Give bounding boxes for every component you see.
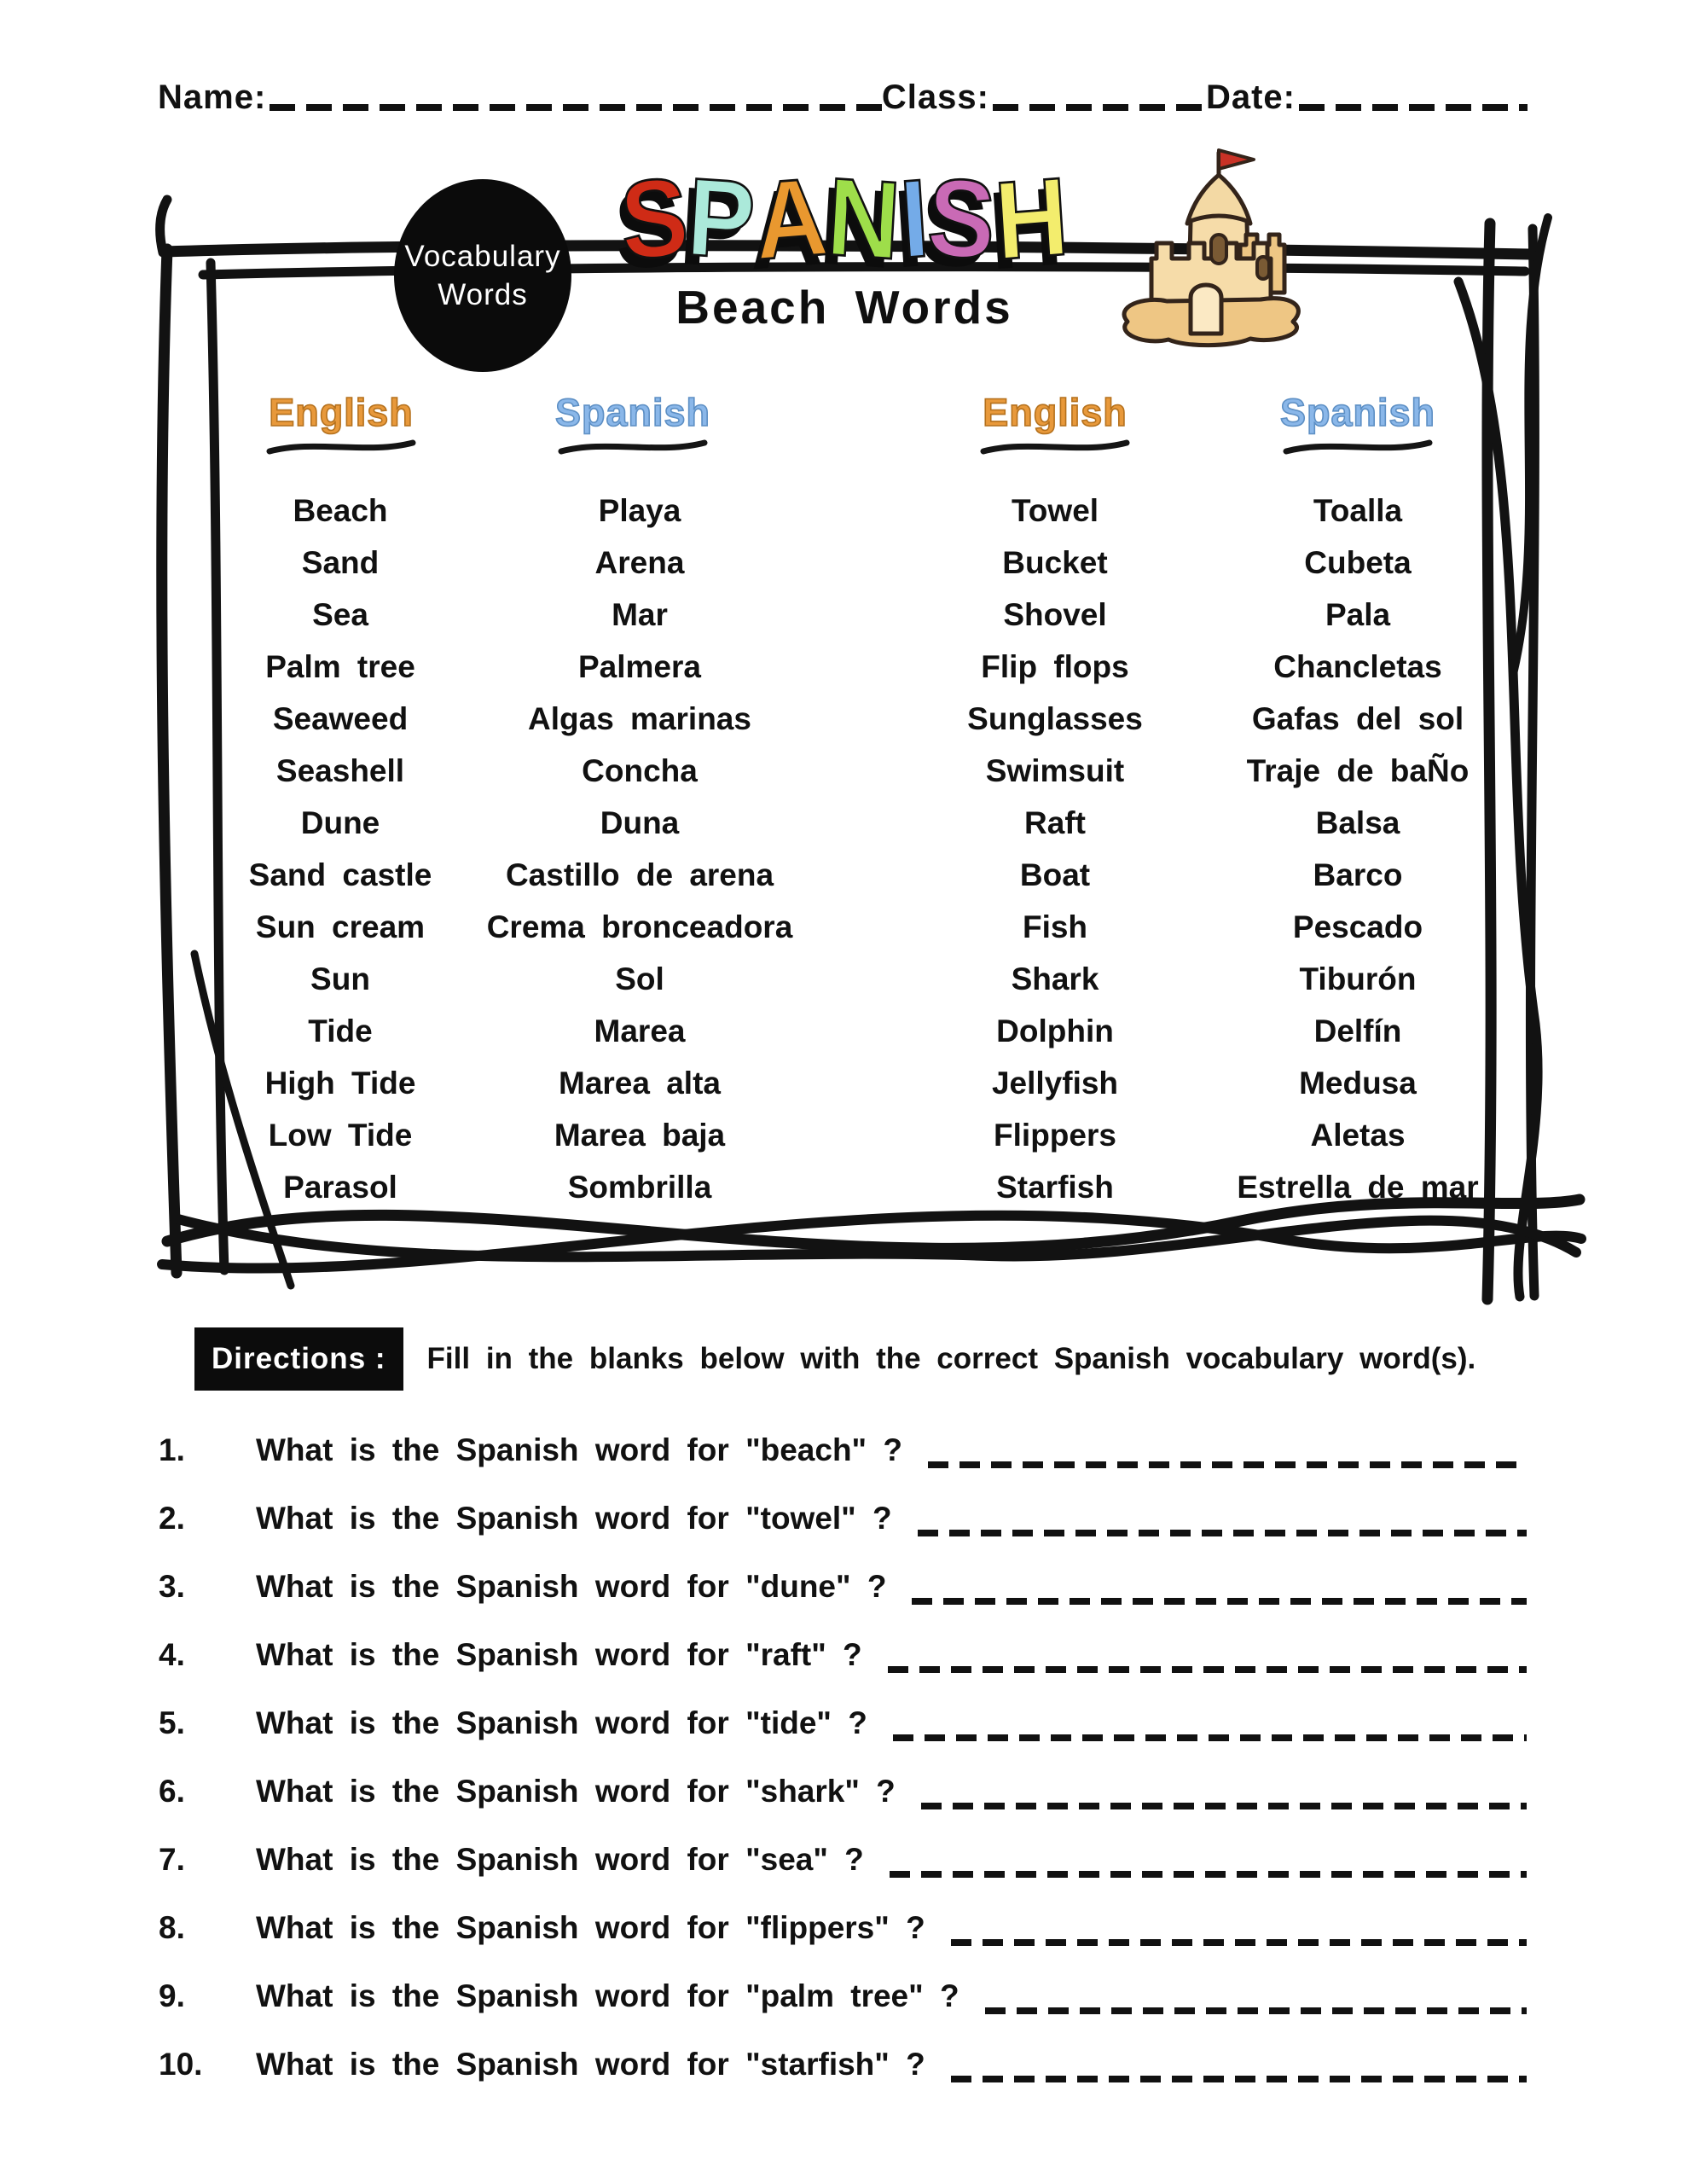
vocab-cell-spanish: Castillo de arena (505, 857, 774, 892)
directions-text: Fill in the blanks below with the correct Spanish vocabulary word(s). (426, 1342, 1476, 1375)
vocab-cell-english: Fish (1022, 909, 1088, 944)
question-text: What is the Spanish word for "palm tree" ? (256, 1978, 959, 2013)
question-row (159, 1416, 1527, 1484)
vocab-cell-spanish: Chancletas (1273, 648, 1442, 684)
vocab-cell-spanish: Playa (598, 492, 681, 528)
vocab-header-spanish-2 (1230, 391, 1486, 457)
question-text: What is the Spanish word for "raft" ? (256, 1637, 862, 1672)
castle-side-window (1257, 257, 1269, 279)
badge-line2: Words (438, 278, 528, 311)
answer-blank[interactable] (951, 1939, 1527, 1946)
answer-blank[interactable] (921, 1803, 1527, 1809)
question-row (159, 1484, 1527, 1553)
vocab-cell-spanish: Cubeta (1304, 544, 1412, 580)
title-letter: A (751, 154, 832, 284)
vocab-cell-english: Tide (308, 1013, 373, 1048)
question-text: What is the Spanish word for "dune" ? (256, 1569, 887, 1604)
question-row (159, 1962, 1527, 2030)
spanish-title (588, 154, 1100, 284)
directions-label: Directions : (194, 1327, 403, 1391)
vocab-cell-spanish: Marea alta (559, 1065, 721, 1101)
vocab-cell-spanish: Balsa (1315, 804, 1400, 840)
title-letter: H (991, 154, 1072, 284)
vocab-cell-spanish: Concha (582, 752, 698, 788)
vocab-cell-english: Swimsuit (985, 752, 1125, 788)
beach-words-subtitle: Beach Words (675, 281, 1013, 334)
vocab-cell-spanish: Aletas (1310, 1117, 1406, 1153)
vocab-cell-spanish: Algas marinas (528, 700, 751, 736)
question-number: 3. (159, 1569, 185, 1604)
question-row (159, 1757, 1527, 1826)
vocab-cell-spanish: Traje de baÑo (1246, 752, 1470, 788)
question-text: What is the Spanish word for "flippers" ? (256, 1910, 925, 1945)
directions-row (194, 1327, 1475, 1391)
vocab-cell-english: Sand castle (248, 857, 432, 892)
vocab-group-right (902, 485, 1508, 1213)
question-text: What is the Spanish word for "shark" ? (256, 1774, 896, 1809)
question-row (159, 1826, 1527, 1894)
question-text: What is the Spanish word for "tide" ? (256, 1705, 867, 1740)
vocab-cell-english: Shovel (1003, 596, 1107, 632)
vocab-cell-spanish: Gafas del sol (1251, 700, 1464, 736)
vocab-cell-english: Towel (1011, 492, 1099, 528)
question-row (159, 1553, 1527, 1621)
vocab-group-left (200, 485, 798, 1213)
vocab-cell-english: Sunglasses (967, 700, 1143, 736)
header-underline-swoosh (1281, 437, 1435, 457)
answer-blank[interactable] (918, 1530, 1527, 1536)
vocab-cell-english: Seashell (275, 752, 405, 788)
vocab-cell-spanish: Toalla (1313, 492, 1403, 528)
title-letter: S (925, 154, 1000, 284)
question-text: What is the Spanish word for "towel" ? (256, 1501, 892, 1536)
vocab-cell-english: Parasol (283, 1169, 397, 1205)
vocab-cell-spanish: Duna (600, 804, 680, 840)
vocab-cell-spanish: Marea baja (554, 1117, 726, 1153)
vocab-cell-english: Dolphin (996, 1013, 1114, 1048)
vocab-cell-spanish: Barco (1313, 857, 1403, 892)
answer-blank[interactable] (985, 2007, 1527, 2014)
vocab-header-english-1 (213, 391, 469, 457)
vocab-cell-english: Sun cream (255, 909, 426, 944)
header-label: English (983, 391, 1128, 434)
question-row (159, 1621, 1527, 1689)
question-text: What is the Spanish word for "starfish" ? (256, 2047, 925, 2082)
vocab-cell-spanish: Tiburón (1299, 961, 1417, 996)
vocab-cell-english: Sea (312, 596, 368, 632)
vocab-cell-spanish: Sol (615, 961, 664, 996)
header-underline-swoosh (556, 437, 710, 457)
date-label: Date: (1205, 78, 1296, 116)
vocab-cell-english: Flippers (994, 1117, 1116, 1153)
vocab-cell-spanish: Crema bronceadora (486, 909, 793, 944)
answer-blank[interactable] (890, 1871, 1527, 1878)
header-underline-swoosh (978, 437, 1132, 457)
question-number: 10. (159, 2047, 203, 2082)
vocab-cell-english: Low Tide (268, 1117, 413, 1153)
sandcastle-illustration (1107, 139, 1312, 352)
title-block (588, 154, 1100, 334)
questions-list (159, 1416, 1527, 2099)
question-number: 9. (159, 1978, 185, 2013)
vocab-cell-english: High Tide (264, 1065, 416, 1101)
answer-blank[interactable] (928, 1461, 1527, 1468)
header-label: English (269, 391, 414, 434)
title-letter: I (896, 156, 932, 282)
header-underline-swoosh (264, 437, 418, 457)
vocab-cell-english: Sand (301, 544, 380, 580)
badge-line1: Vocabulary (404, 239, 561, 273)
vocab-cell-english: Palm tree (265, 648, 415, 684)
question-row (159, 2030, 1527, 2099)
vocab-cell-spanish: Pala (1325, 596, 1391, 632)
question-number: 7. (159, 1842, 185, 1877)
vocab-header-spanish-1 (505, 391, 761, 457)
question-number: 5. (159, 1705, 185, 1740)
question-row (159, 1689, 1527, 1757)
question-number: 8. (159, 1910, 185, 1945)
question-number: 6. (159, 1774, 185, 1809)
question-number: 2. (159, 1501, 185, 1536)
vocab-cell-spanish: Pescado (1292, 909, 1423, 944)
vocab-cell-spanish: Arena (594, 544, 685, 580)
answer-blank[interactable] (888, 1666, 1527, 1673)
title-letter: S (617, 154, 692, 284)
vocabulary-words-badge (394, 179, 571, 372)
title-letter: P (684, 154, 759, 284)
question-text: What is the Spanish word for "beach" ? (256, 1432, 902, 1467)
vocab-cell-spanish: Medusa (1299, 1065, 1417, 1101)
question-number: 4. (159, 1637, 185, 1672)
vocab-cell-english: Raft (1024, 804, 1086, 840)
question-text: What is the Spanish word for "sea" ? (256, 1842, 864, 1877)
vocab-cell-english: Beach (293, 492, 388, 528)
vocab-cell-spanish: Sombrilla (567, 1169, 712, 1205)
castle-door (1191, 285, 1221, 334)
title-letter: N (824, 154, 904, 284)
vocab-cell-english: Flip flops (981, 648, 1129, 684)
castle-window (1211, 235, 1226, 264)
name-label: Name: (158, 78, 267, 116)
question-row (159, 1894, 1527, 1962)
header-label: Spanish (554, 391, 711, 434)
answer-blank[interactable] (893, 1734, 1527, 1741)
vocab-header-english-2 (927, 391, 1183, 457)
vocab-cell-spanish: Mar (612, 596, 668, 632)
vocab-cell-english: Starfish (996, 1169, 1114, 1205)
vocab-cell-english: Shark (1011, 961, 1099, 996)
question-number: 1. (159, 1432, 185, 1467)
vocab-cell-spanish: Delfín (1313, 1013, 1402, 1048)
vocab-cell-english: Seaweed (272, 700, 409, 736)
answer-blank[interactable] (951, 2076, 1527, 2082)
vocab-cell-english: Jellyfish (991, 1065, 1119, 1101)
castle-flag (1219, 150, 1254, 169)
vocab-cell-english: Bucket (1002, 544, 1108, 580)
vocab-cell-spanish: Palmera (578, 648, 701, 684)
vocab-cell-spanish: Estrella de mar (1237, 1169, 1479, 1205)
vocab-cell-spanish: Marea (594, 1013, 686, 1048)
class-label: Class: (881, 78, 989, 116)
vocab-cell-english: Sun (310, 961, 370, 996)
vocab-cell-english: Boat (1019, 857, 1091, 892)
header-label: Spanish (1279, 391, 1436, 434)
answer-blank[interactable] (912, 1598, 1527, 1605)
vocab-cell-english: Dune (300, 804, 380, 840)
